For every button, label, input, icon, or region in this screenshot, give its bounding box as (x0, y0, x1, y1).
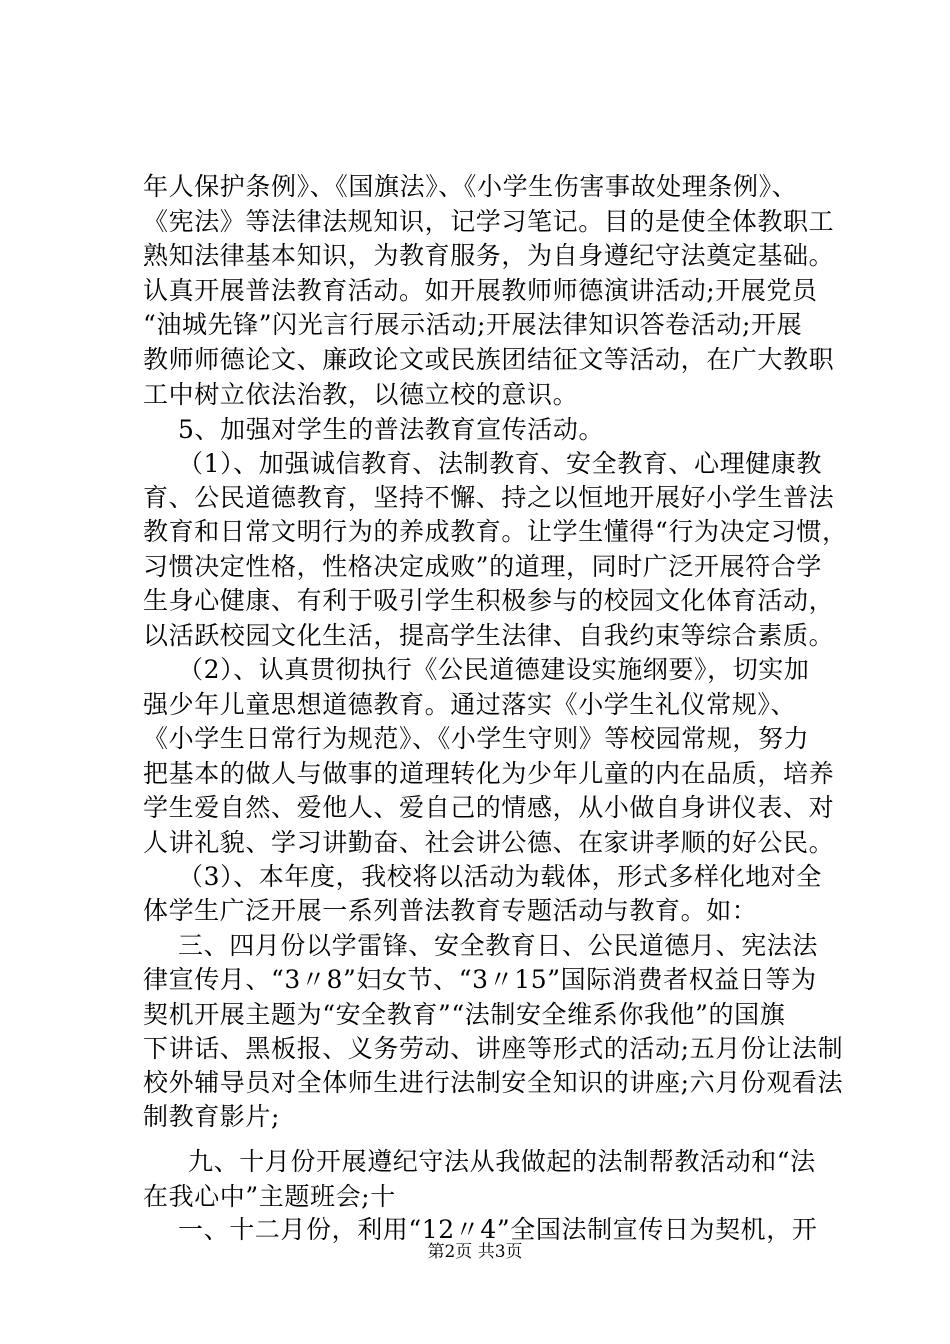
text-line: 三、四月份以学雷锋、安全教育日、公民道德月、宪法法 (178, 931, 819, 960)
text-line: 一、十二月份，利用“12〃4”全国法制宣传日为契机，开 (178, 1215, 818, 1244)
text-line: 律宣传月、“3〃8”妇女节、“3〃15”国际消费者权益日等为 (143, 965, 817, 994)
text-line: 制教育影片; (143, 1102, 281, 1131)
text-line: “油城先锋”闪光言行展示活动;开展法律知识答卷活动;开展 (143, 310, 803, 339)
text-line: 《宪法》等法律法规知识，记学习笔记。目的是使全体教职工 (143, 207, 835, 236)
text-line: 强少年儿童思想道德教育。通过落实《小学生礼仪常规》、 (143, 690, 797, 719)
text-line: 年人保护条例》、《国旗法》、《小学生伤害事故处理条例》、 (143, 172, 798, 201)
text-line: 以活跃校园文化生活，提高学生法律、自我约束等综合素质。 (143, 621, 835, 650)
text-line: 校外辅导员对全体师生进行法制安全知识的讲座;六月份观看法 (143, 1068, 844, 1097)
text-line: 契机开展主题为“安全教育”“法制安全维系你我他”的国旗 (143, 1000, 786, 1029)
text-line: 习惯决定性格，性格决定成败”的道理，同时广泛开展符合学 (143, 552, 822, 581)
text-line: 熟知法律基本知识，为教育服务，为自身遵纪守法奠定基础。 (143, 241, 835, 270)
text-line: 九、十月份开展遵纪守法从我做起的法制帮教活动和“法 (188, 1147, 816, 1176)
text-line: 人讲礼貌、学习讲勤奋、社会讲公德、在家讲孝顺的好公民。 (143, 828, 835, 857)
text-line: 在我心中”主题班会;十 (143, 1182, 396, 1211)
text-line: 生身心健康、有利于吸引学生积极参与的校园文化体育活动， (143, 586, 835, 615)
text-line: 工中树立依法治教，以德立校的意识。 (143, 380, 579, 409)
text-line: 体学生广泛开展一系列普法教育专题活动与教育。如： (143, 896, 758, 925)
text-line: 下讲话、黑板报、义务劳动、讲座等形式的活动;五月份让法制 (143, 1034, 844, 1063)
text-line: 育、公民道德教育，坚持不懈、持之以恒地开展好小学生普法 (143, 483, 835, 512)
text-line: 教育和日常文明行为的养成教育。让学生懂得“行为决定习惯， (143, 517, 848, 546)
text-line: （1）、加强诚信教育、法制教育、安全教育、心理健康教 (178, 449, 823, 478)
text-line: 《小学生日常行为规范》、《小学生守则》等校园常规，努力 (143, 724, 810, 753)
page-number-footer: 第2页 共3页 (427, 1242, 523, 1262)
text-line: 5、加强对学生的普法教育宣传活动。 (178, 415, 605, 444)
text-line: （2）、认真贯彻执行《公民道德建设实施纲要》，切实加 (178, 655, 810, 684)
text-line: 把基本的做人与做事的道理转化为少年儿童的内在品质，培养 (143, 759, 835, 788)
text-line: 教师师德论文、廉政论文或民族团结征文等活动，在广大教职 (143, 345, 835, 374)
text-line: 认真开展普法教育活动。如开展教师师德演讲活动;开展党员 (143, 276, 818, 305)
text-line: （3）、本年度，我校将以活动为载体，形式多样化地对全 (178, 862, 823, 891)
text-line: 学生爱自然、爱他人、爱自己的情感，从小做自身讲仪表、对 (143, 793, 835, 822)
